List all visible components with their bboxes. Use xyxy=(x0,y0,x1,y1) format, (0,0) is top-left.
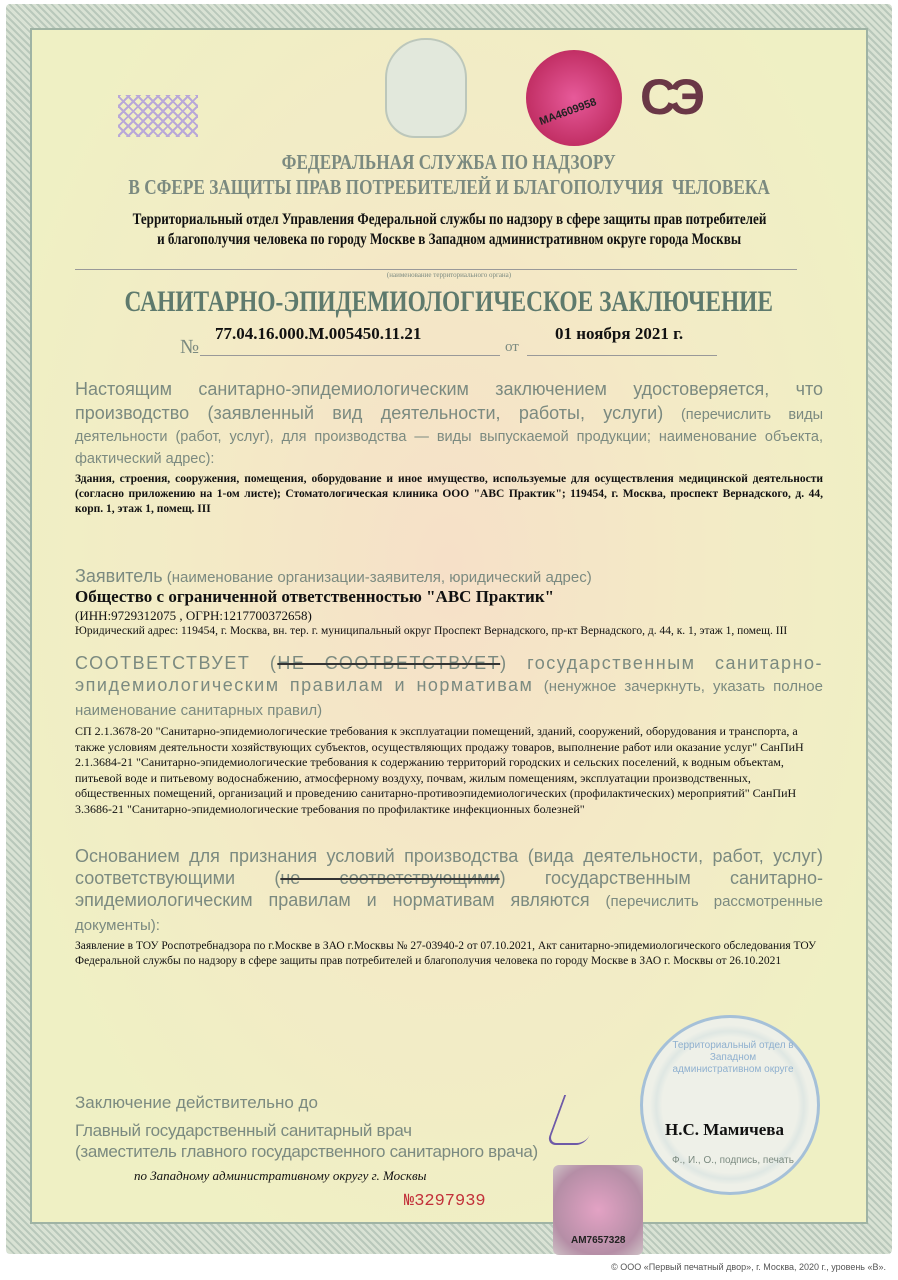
intro-text: Настоящим санитарно-эпидемиологическим заключением удостоверяется, что производство (заявленный вид деятельности, работы, услуги) xyxy=(75,379,823,423)
signer-caption: Ф., И., О., подпись, печать xyxy=(672,1155,794,1166)
certified-objects: Здания, строения, сооружения, помещения, оборудование и иное имущество, используемые для осуществления медицинской деятельности (согласно приложению на 1-ом листе); Стоматологическая клиника ООО "АВС Практик"; 119454, г. Москва, проспект Вернадского, д. 44, корп. 1, этаж 1, помещ. III xyxy=(75,473,823,515)
basis-documents: Заявление в ТОУ Роспотребнадзора по г.Москве в ЗАО г.Москвы № 27-03940-2 от 07.10.2021, Акт санитарно-эпидемиологического обследования ТОУ Федеральной службы по надзору в сфере защиты прав потребителей и благополучия человека по городу Москве в ЗАО г. Москвы от 26.10.2021 xyxy=(75,940,817,967)
sanitary-rules: СП 2.1.3678-20 "Санитарно-эпидемиологические требования к эксплуатации помещений, зданий, сооружений, оборудования и транспорта, а также условиям деятельности хозяйствующих субъектов, осуществляющих продажу товаров, выполнение работ или оказание услуг" СанПиН 2.1.3684-21 "Санитарно-эпидемиологические требования к содержанию территорий городских и сельских поселений, к водным объектам, питьевой воде и питьевому водоснабжению, атмосферному воздуху, почвам, жилым помещениям, эксплуатации производственных, общественных помещений, организаций и проведению санитарно-противоэпидемиологических (профилактических) мероприятий" СанПиН 3.3686-21 "Санитарно-эпидемиологические требования по профилактике инфекционных болезней" xyxy=(75,724,804,816)
emblem-eagle-icon xyxy=(385,38,467,138)
applicant-ids: (ИНН:9729312075 , ОГРН:1217700372658) xyxy=(75,608,312,623)
conformity-status: СООТВЕТСТВУЕТ xyxy=(75,653,251,673)
basis-statement: Основанием для признания условий производства (вида деятельности, работ, услуг) соответствующими (не соответствующими) государственным санитарно-эпидемиологическим правилам и нормативам являются (перечислить рассмотренные документы): xyxy=(75,846,824,934)
document-date: 01 ноября 2021 г. xyxy=(555,324,684,343)
date-underline xyxy=(527,355,717,356)
security-pattern xyxy=(118,95,198,137)
basis-text-2: государственным санитарно-эпидемиологическим правилам и нормативам являются xyxy=(75,868,824,910)
applicant-name: Общество с ограниченной ответственностью "АВС Практик" xyxy=(75,587,555,606)
official-stamp xyxy=(640,1015,820,1195)
certifies-intro xyxy=(75,378,823,470)
conformity-hint: (ненужное зачеркнуть, указать полное наименование санитарных правил) xyxy=(75,678,823,719)
hologram-bottom xyxy=(553,1165,643,1255)
conformity-struck: НЕ СООТВЕТСТВУЕТ xyxy=(277,653,501,673)
signer-name: Н.С. Мамичева xyxy=(665,1120,784,1139)
chief-line-2: (заместитель главного государственного санитарного врача) xyxy=(75,1142,538,1161)
conformity-text: государственным санитарно-эпидемиологическим правилам и нормативам xyxy=(75,653,824,695)
date-label: от xyxy=(505,339,519,355)
agency-line-2: В СФЕРЕ ЗАЩИТЫ ПРАВ ПОТРЕБИТЕЛЕЙ И БЛАГОПОЛУЧИЯ ЧЕЛОВЕКА xyxy=(128,175,770,199)
hologram-top xyxy=(526,50,622,146)
district: по Западному административному округу г. Москвы xyxy=(134,1168,427,1183)
certificate-body xyxy=(75,378,823,969)
divider xyxy=(75,269,797,270)
conformity-statement: СООТВЕТСТВУЕТ (НЕ СООТВЕТСТВУЕТ) государственным санитарно-эпидемиологическим правилам и нормативам (ненужное зачеркнуть, указать полное наименование санитарных правил) xyxy=(75,653,824,719)
chief-title xyxy=(75,1120,538,1162)
basis-text-1: Основанием для признания условий производства (вида деятельности, работ, услуг) соответствующими xyxy=(75,846,823,888)
valid-until: Заключение действительно до xyxy=(75,1093,318,1112)
number-underline xyxy=(200,355,500,356)
basis-hint: (перечислить рассмотренные документы): xyxy=(75,893,823,934)
document-title: САНИТАРНО-ЭПИДЕМИОЛОГИЧЕСКОЕ ЗАКЛЮЧЕНИЕ xyxy=(124,285,774,318)
territorial-line-1: Территориальный отдел Управления Федеральной службы по надзору в сфере защиты прав потребителей xyxy=(132,211,766,228)
basis-struck: не соответствующими xyxy=(280,868,500,888)
intro-hint: (перечислить виды деятельности (работ, услуг), для производства — виды выпускаемой продукции; наименование объекта, фактический адрес): xyxy=(75,407,824,467)
stamp-text: Территориальный отдел в Западном административном округе xyxy=(672,1040,794,1075)
applicant-label: Заявитель xyxy=(75,566,163,586)
hologram-serial: MA4609958 xyxy=(537,96,599,128)
number-label: № xyxy=(180,336,200,358)
agency-line-1: ФЕДЕРАЛЬНАЯ СЛУЖБА ПО НАДЗОРУ xyxy=(282,150,616,174)
document-number: 77.04.16.000.М.005450.11.21 xyxy=(215,324,422,343)
hologram-bottom-serial: АМ7657328 xyxy=(571,1235,626,1246)
printer-note: © ООО «Первый печатный двор», г. Москва, 2020 г., уровень «В». xyxy=(611,1262,886,1272)
territorial-line-2: и благополучия человека по городу Москве в Западном административном округе города Москвы xyxy=(157,231,741,248)
chief-line-1: Главный государственный санитарный врач xyxy=(75,1121,412,1140)
se-logo-icon: СЭ xyxy=(640,69,700,125)
territorial-caption: (наименование территориального органа) xyxy=(386,271,512,279)
applicant-heading xyxy=(75,567,823,587)
form-number: №3297939 xyxy=(404,1192,486,1211)
applicant-address: Юридический адрес: 119454, г. Москва, вн. тер. г. муниципальный округ Проспект Вернадского, пр-кт Вернадского, д. 44, к. 1, этаж 1, помещ. III xyxy=(75,625,788,637)
applicant-hint: (наименование организации-заявителя, юридический адрес) xyxy=(166,569,592,586)
